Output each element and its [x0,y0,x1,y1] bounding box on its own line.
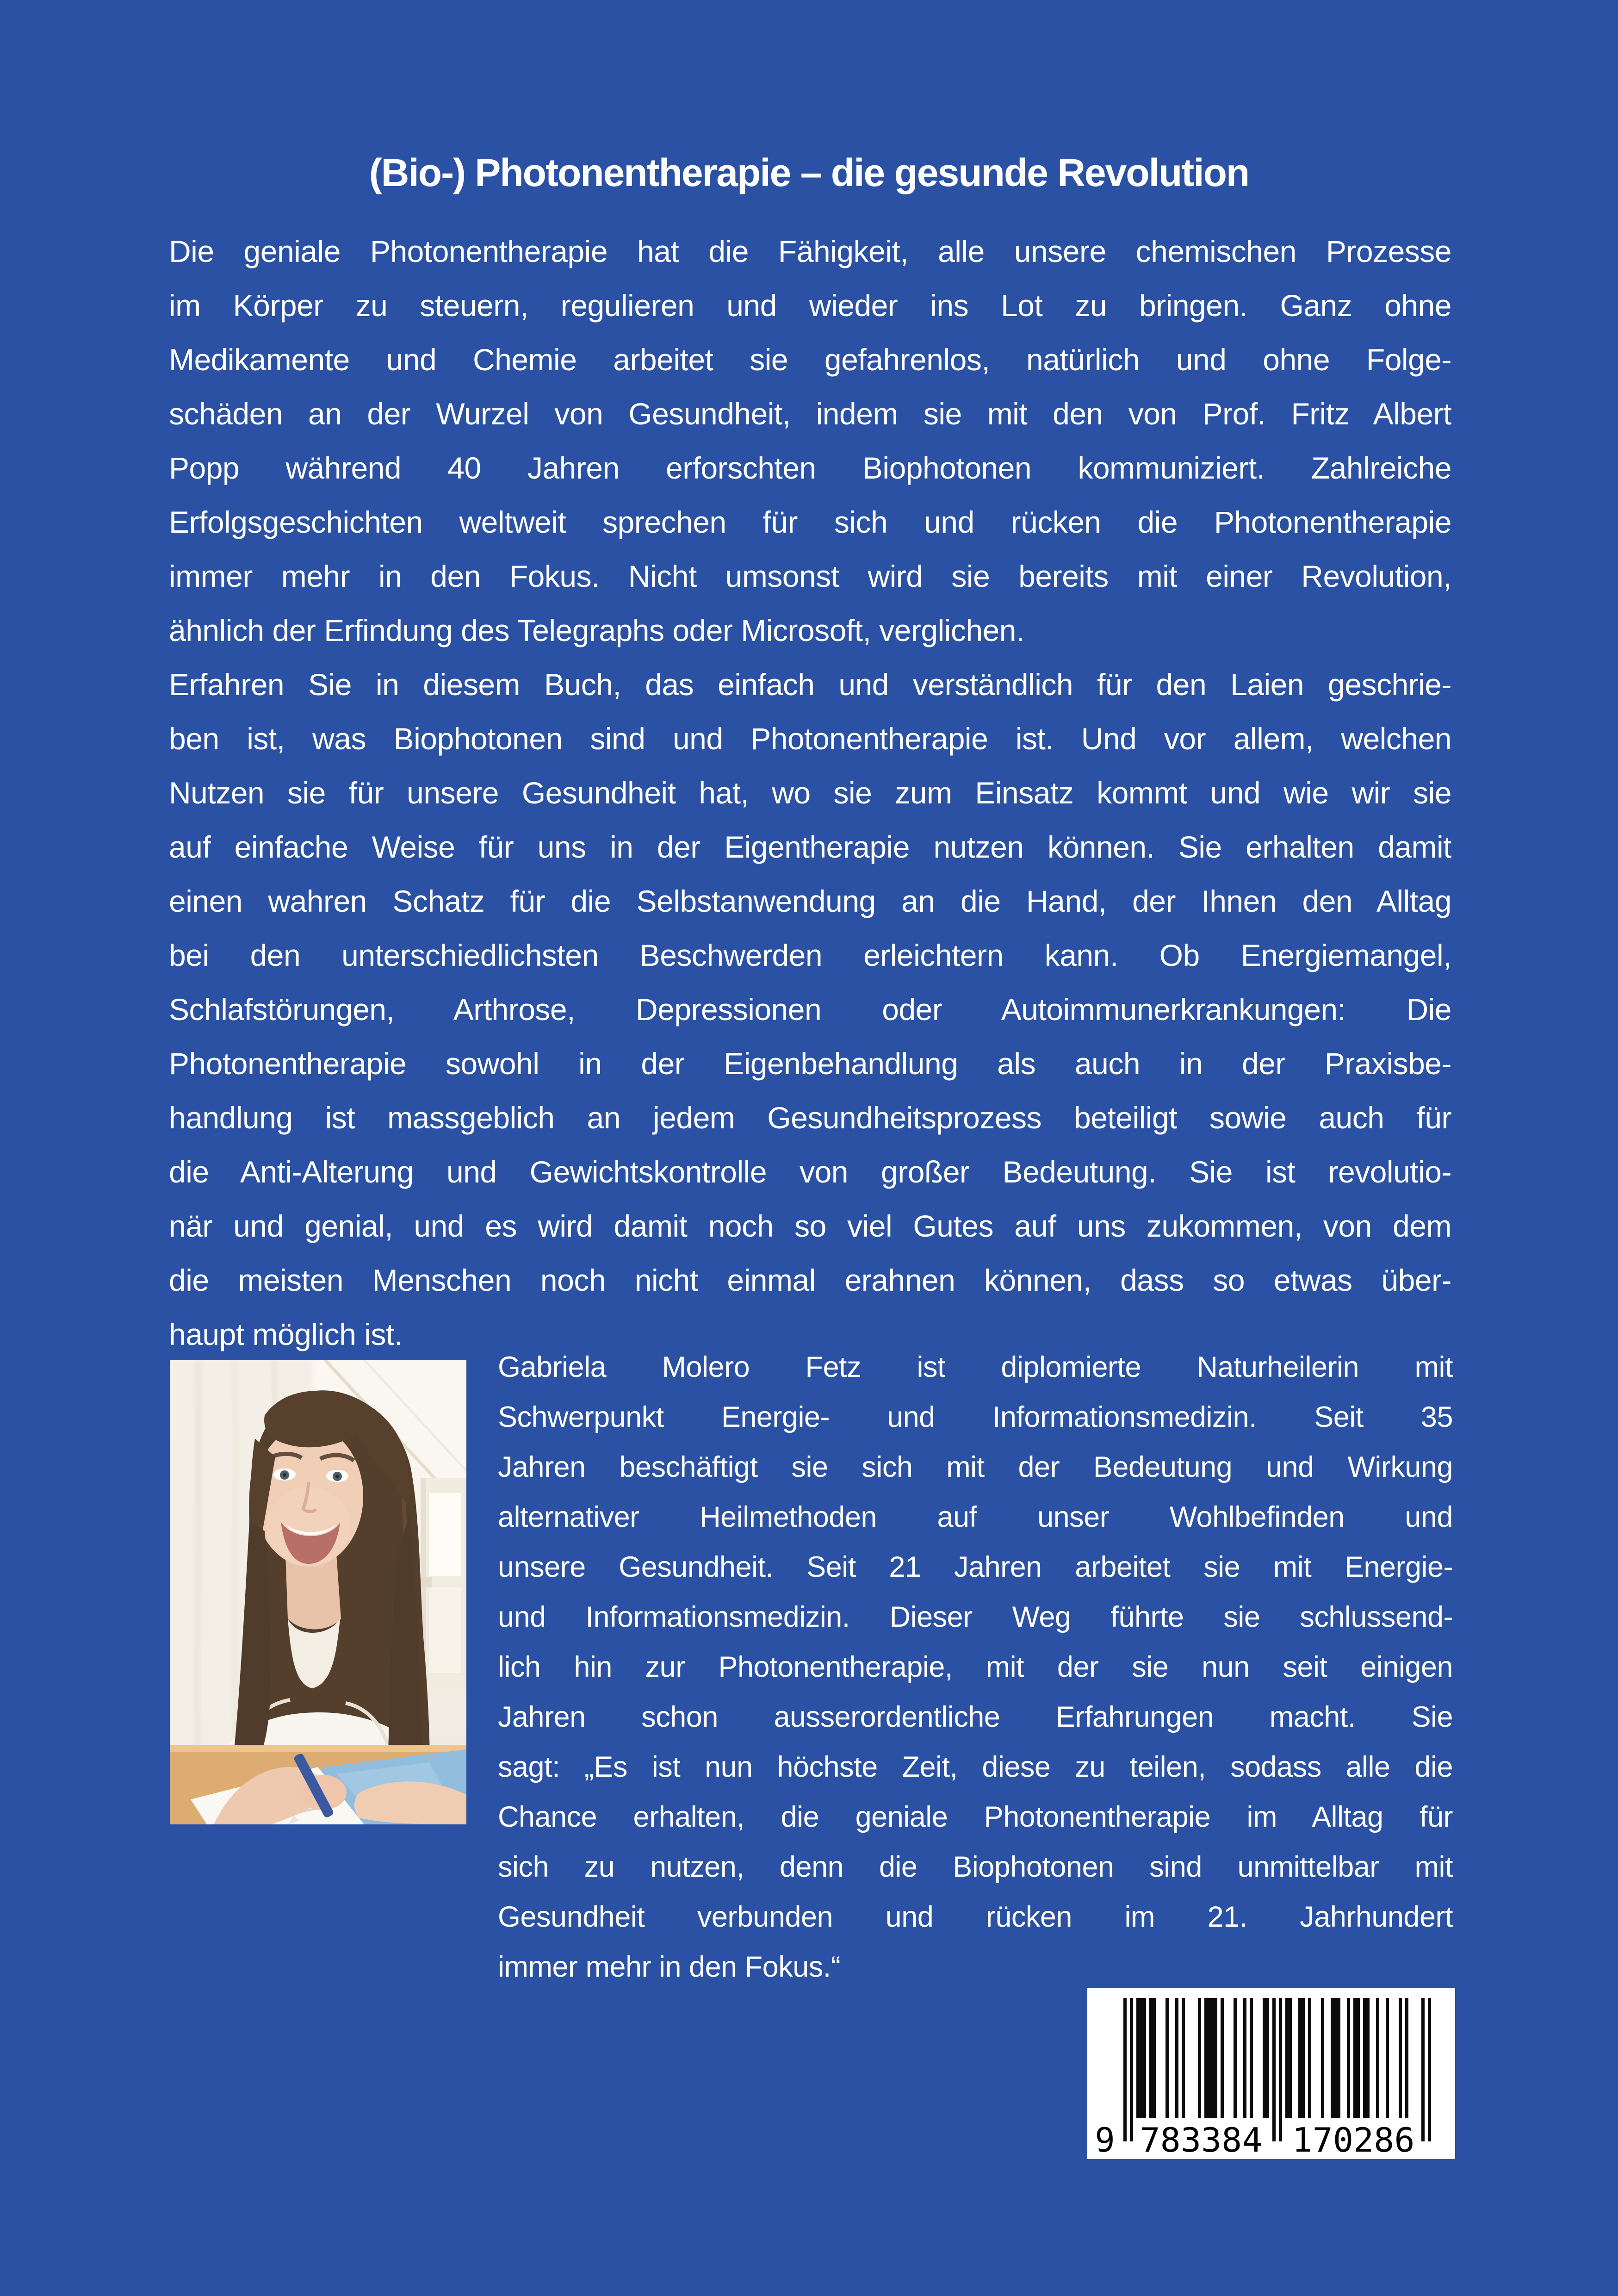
synopsis-line: när und genial, und es wird damit noch so viel Gutes auf uns zukommen, von dem [169,1209,1451,1243]
barcode-bar [1208,1998,1211,2118]
barcode-bar [1153,1998,1156,2118]
barcode-bar [1136,1998,1140,2118]
synopsis-line: Nutzen sie für unsere Gesundheit hat, wo sie zum Einsatz kommt und wie wir sie [169,776,1451,810]
barcode-bar [1234,1998,1237,2118]
isbn-left-group: 783384 [1140,2121,1263,2159]
synopsis-line: die meisten Menschen noch nicht einmal erahnen können, dass so etwas über- [169,1263,1451,1297]
synopsis-line: ähnlich der Erfindung des Telegraphs oder Microsoft, verglichen. [169,613,1024,647]
barcode-bar [1289,1998,1292,2118]
synopsis-line: auf einfache Weise für uns in der Eigentherapie nutzen können. Sie erhalten damit [169,830,1451,864]
synopsis-line: handlung ist massgeblich an jedem Gesundheitsprozess beteiligt sowie auch für [169,1101,1451,1135]
synopsis-line: immer mehr in den Fokus. Nicht umsonst wird sie bereits mit einer Revolution, [169,559,1451,593]
book-title: (Bio-) Photonentherapie – die gesunde Revolution [369,151,1249,194]
barcode-bar [1298,1998,1302,2118]
synopsis-line: Die geniale Photonentherapie hat die Fähigkeit, alle unsere chemischen Prozesse [169,234,1451,268]
barcode-bar [1334,1998,1337,2118]
barcode-bar [1243,1998,1246,2118]
isbn-barcode [1087,1988,1455,2159]
synopsis-line: bei den unterschiedlichsten Beschwerden erleichtern kann. Ob Energiemangel, [169,938,1451,972]
barcode-bar [1421,1998,1425,2141]
synopsis-line: im Körper zu steuern, regulieren und wieder ins Lot zu bringen. Ganz ohne [169,288,1451,323]
barcode-bar [1302,1998,1305,2118]
barcode-bar [1211,1998,1214,2118]
synopsis-line: die Anti-Alterung und Gewichtskontrolle von großer Bedeutung. Sie ist revolutio- [169,1155,1451,1189]
barcode-bar [1266,1998,1269,2118]
barcode-bar [1366,1998,1370,2118]
synopsis-line: schäden an der Wurzel von Gesundheit, indem sie mit den von Prof. Fritz Albert [169,397,1451,431]
bio-line: Schwerpunkt Energie- und Informationsmedizin. Seit 35 [498,1401,1453,1433]
barcode-bar [1175,1998,1178,2118]
bio-line: und Informationsmedizin. Dieser Weg führte sie schlussend- [498,1601,1453,1633]
barcode-bar [1123,1998,1127,2141]
synopsis-text-block [169,224,1451,1362]
barcode-bar [1386,1998,1389,2118]
bio-line: unsere Gesundheit. Seit 21 Jahren arbeitet sie mit Energie- [498,1551,1453,1583]
barcode-bar [1363,1998,1366,2118]
barcode-bar [1165,1998,1169,2118]
bio-line: Chance erhalten, die geniale Photonentherapie im Alltag für [498,1801,1453,1833]
synopsis-line: Medikamente und Chemie arbeitet sie gefahrenlos, natürlich und ohne Folge- [169,342,1451,377]
bio-line: lich hin zur Photonentherapie, mit der sie nun seit einigen [498,1651,1453,1683]
bio-line: sagt: „Es ist nun höchste Zeit, diese zu teilen, sodass alle die [498,1751,1453,1783]
barcode-bar [1279,1998,1282,2141]
barcode-bar [1130,1998,1133,2141]
synopsis-line: Erfahren Sie in diesem Buch, das einfach und verständlich für den Laien geschrie- [169,667,1451,702]
barcode-bar [1308,1998,1311,2118]
synopsis-line: Erfolgsgeschichten weltweit sprechen für sich und rücken die Photonentherapie [169,505,1451,539]
barcode-bar [1357,1998,1360,2118]
author-photo [170,1360,466,1824]
bio-line: sich zu nutzen, denn die Biophotonen sind unmittelbar mit [498,1851,1453,1883]
barcode-bar [1321,1998,1324,2118]
bio-line: Jahren beschäftigt sie sich mit der Bedeutung und Wirkung [498,1451,1453,1483]
barcode-bar [1263,1998,1266,2118]
author-bio-text [498,1342,1453,1992]
synopsis-line: ben ist, was Biophotonen sind und Photonentherapie ist. Und vor allem, welchen [169,722,1451,756]
barcode-bar [1353,1998,1357,2118]
author-portrait-illustration [170,1360,466,1824]
barcode-bar [1214,1998,1217,2118]
barcode-bar [1399,1998,1402,2118]
barcode-bar [1285,1998,1289,2118]
barcode-bar [1272,1998,1276,2141]
bio-line: Gesundheit verbunden und rücken im 21. Jahrhundert [498,1901,1453,1933]
synopsis-line: Popp während 40 Jahren erforschten Biophotonen kommuniziert. Zahlreiche [169,451,1451,485]
bio-line: Jahren schon ausserordentliche Erfahrungen macht. Sie [498,1701,1453,1733]
isbn-lead-digit: 9 [1095,2121,1115,2159]
barcode-bar [1149,1998,1153,2118]
synopsis-line: Schlafstörungen, Arthrose, Depressionen oder Autoimmunerkrankungen: Die [169,992,1451,1027]
synopsis-line: haupt möglich ist. [169,1317,403,1351]
barcode-bar [1198,1998,1201,2118]
barcode-bar [1337,1998,1340,2118]
bio-line: alternativer Heilmethoden auf unser Wohlbefinden und [498,1501,1453,1533]
synopsis-line: Photonentherapie sowohl in der Eigenbehandlung als auch in der Praxisbe- [169,1046,1451,1081]
barcode-bar [1376,1998,1379,2118]
barcode-bar [1250,1998,1253,2118]
bio-line: Gabriela Molero Fetz ist diplomierte Naturheilerin mit [498,1351,1453,1383]
barcode-bar [1140,1998,1143,2118]
synopsis-line: einen wahren Schatz für die Selbstanwendung an die Hand, der Ihnen den Alltag [169,884,1451,918]
barcode-bar [1204,1998,1208,2118]
barcode-bar [1143,1998,1146,2118]
barcode-bar [1221,1998,1224,2118]
isbn-right-group: 170286 [1292,2121,1415,2159]
barcode-bar [1347,1998,1350,2118]
barcode-bar [1428,1998,1431,2141]
barcode-bar [1182,1998,1185,2118]
bio-line: immer mehr in den Fokus.“ [498,1951,841,1983]
barcode-bars [1087,1988,1455,2159]
barcode-bar [1331,1998,1334,2118]
barcode-bar [1405,1998,1408,2118]
